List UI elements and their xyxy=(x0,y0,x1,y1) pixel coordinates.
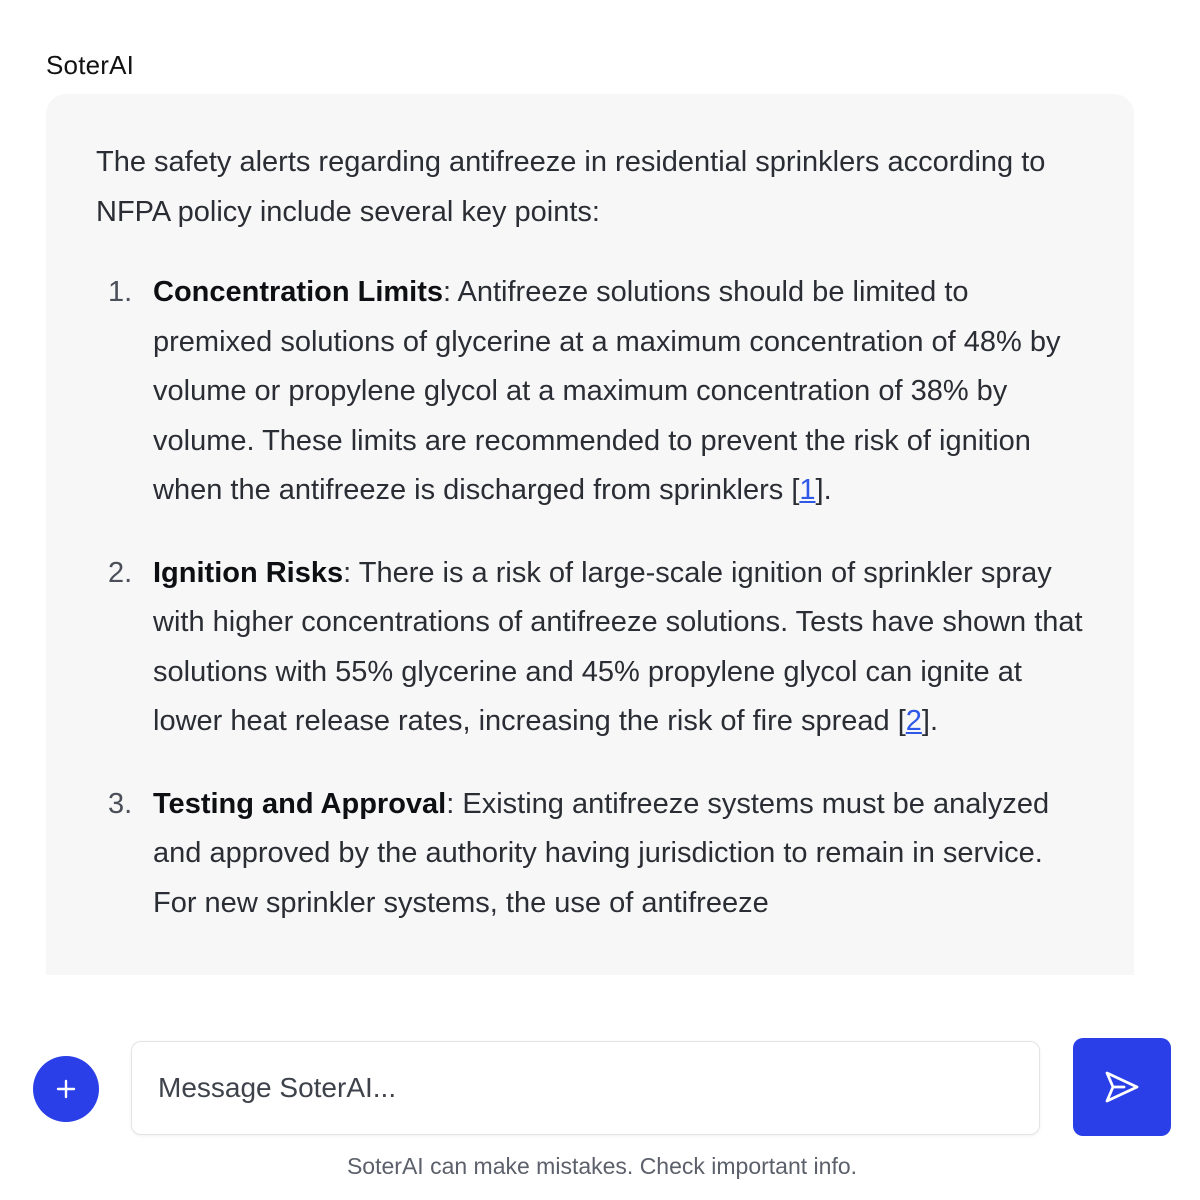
disclaimer-text: SoterAI can make mistakes. Check important info. xyxy=(346,1153,858,1179)
list-item-term: Testing and Approval xyxy=(153,787,447,820)
message-content xyxy=(46,94,1134,928)
list-item-term: Ignition Risks xyxy=(153,556,344,589)
message-input-container xyxy=(131,1041,1040,1135)
list-item xyxy=(96,549,1084,747)
list-item xyxy=(96,268,1084,516)
list-item-term: Concentration Limits xyxy=(153,276,444,308)
citation-link[interactable]: 2 xyxy=(905,705,922,737)
add-attachment-button[interactable] xyxy=(33,1056,99,1122)
message-intro: The safety alerts regarding antifreeze in residential sprinklers according to NFPA policy include several key points: xyxy=(96,146,1046,228)
plus-icon xyxy=(55,1078,77,1100)
list-item-number: 3. xyxy=(108,787,133,820)
assistant-message-bubble xyxy=(46,94,1134,975)
citation-bracket: [ xyxy=(791,474,800,506)
citation-link[interactable]: 1 xyxy=(799,474,816,506)
list-item-number: 1. xyxy=(108,276,133,308)
citation-bracket: ]. xyxy=(815,474,832,506)
message-input[interactable] xyxy=(132,1042,1039,1134)
list-item-text: : Existing antifreeze systems must be analyzed and approved by the authority having jurisdiction to remain in service. For new sprinkler systems, the use of antifreeze xyxy=(153,787,1050,919)
citation-bracket: [ xyxy=(897,705,906,737)
sender-name: SoterAI xyxy=(46,50,135,80)
list-item-number: 2. xyxy=(108,556,133,589)
send-button[interactable] xyxy=(1073,1038,1171,1136)
list-item xyxy=(96,780,1084,929)
key-points-list xyxy=(96,268,1084,928)
list-item-text: : There is a risk of large-scale ignition of sprinkler spray with higher concentrations of antifreeze solutions. Tests have shown that solutions with 55% glycerine and 45% propylene glycol can ignite at lower heat release rates, increasing the risk of fire spread xyxy=(153,556,1083,737)
list-item-text: : Antifreeze solutions should be limited to premixed solutions of glycerine at a maximum concentration of 48% by volume or propylene glycol at a maximum concentration of 38% by volume. These limits are recommended to prevent the risk of ignition when the antifreeze is discharged from sprinklers xyxy=(153,276,1061,506)
citation-bracket: ]. xyxy=(921,705,939,737)
send-arrow-icon xyxy=(1102,1067,1142,1107)
